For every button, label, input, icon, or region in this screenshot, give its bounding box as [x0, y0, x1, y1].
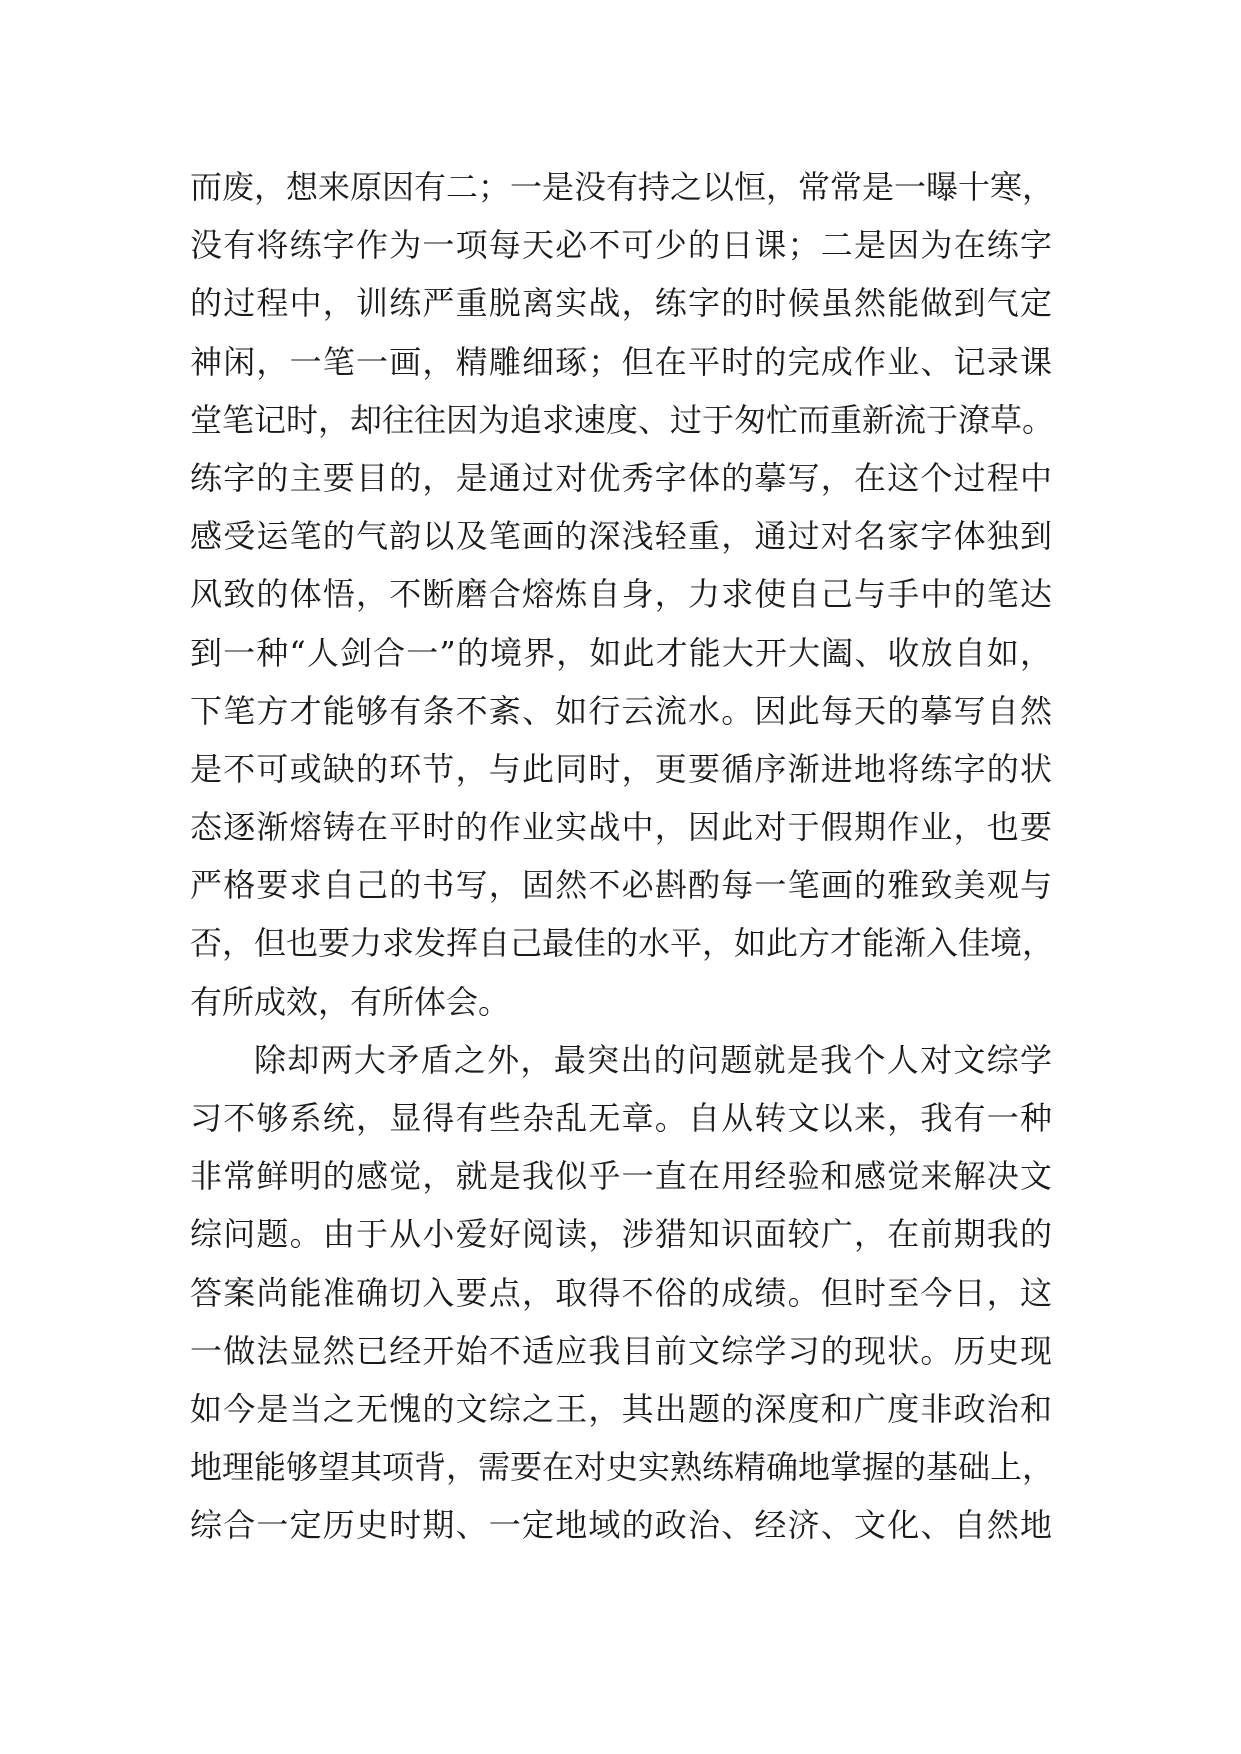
text-line: 感受运笔的气韵以及笔画的深浅轻重，通过对名家字体独到 [190, 517, 1052, 556]
text-line: 一做法显然已经开始不适应我目前文综学习的现状。历史现 [190, 1331, 1052, 1370]
text-line: 下笔方才能够有条不紊、如行云流水。因此每天的摹写自然 [190, 691, 1052, 730]
text-line: 风致的体悟，不断磨合熔炼自身，力求使自己与手中的笔达 [190, 575, 1052, 614]
text-line: 神闲，一笔一画，精雕细琢；但在平时的完成作业、记录课 [190, 342, 1052, 381]
text-line: 到一种“人剑合一”的境界，如此才能大开大阖、收放自如， [190, 633, 1052, 672]
text-line: 没有将练字作为一项每天必不可少的日课；二是因为在练字 [190, 226, 1052, 265]
body-text [190, 158, 1055, 1555]
text-line: 如今是当之无愧的文综之王，其出题的深度和广度非政治和 [190, 1389, 1052, 1428]
text-line: 地理能够望其项背，需要在对史实熟练精确地掌握的基础上， [190, 1448, 1055, 1487]
text-line: 的过程中，训练严重脱离实战，练字的时候虽然能做到气定 [190, 284, 1052, 323]
paragraph-start-line: 除却两大矛盾之外，最突出的问题就是我个人对文综学 [254, 1040, 1052, 1079]
text-line: 综合一定历史时期、一定地域的政治、经济、文化、自然地 [190, 1506, 1052, 1545]
text-line: 严格要求自己的书写，固然不必斟酌每一笔画的雅致美观与 [190, 866, 1052, 905]
text-line: 习不够系统，显得有些杂乱无章。自从转文以来，我有一种 [190, 1099, 1052, 1137]
paragraph-end-line: 有所成效，有所体会。 [190, 982, 511, 1021]
text-line: 非常鲜明的感觉，就是我似乎一直在用经验和感觉来解决文 [190, 1157, 1052, 1196]
text-line: 练字的主要目的，是通过对优秀字体的摹写，在这个过程中 [190, 458, 1052, 497]
text-line: 而废，想来原因有二；一是没有持之以恒，常常是一曝十寒， [190, 168, 1055, 206]
text-line: 综问题。由于从小爱好阅读，涉猎知识面较广，在前期我的 [190, 1215, 1052, 1254]
text-line: 态逐渐熔铸在平时的作业实战中，因此对于假期作业，也要 [190, 808, 1052, 847]
text-line: 是不可或缺的环节，与此同时，更要循序渐进地将练字的状 [190, 749, 1052, 788]
text-line: 堂笔记时，却往往因为追求速度、过于匆忙而重新流于潦草。 [190, 400, 1055, 439]
text-line: 答案尚能准确切入要点，取得不俗的成绩。但时至今日，这 [190, 1273, 1052, 1312]
text-line: 否，但也要力求发挥自己最佳的水平，如此方才能渐入佳境， [190, 924, 1055, 963]
